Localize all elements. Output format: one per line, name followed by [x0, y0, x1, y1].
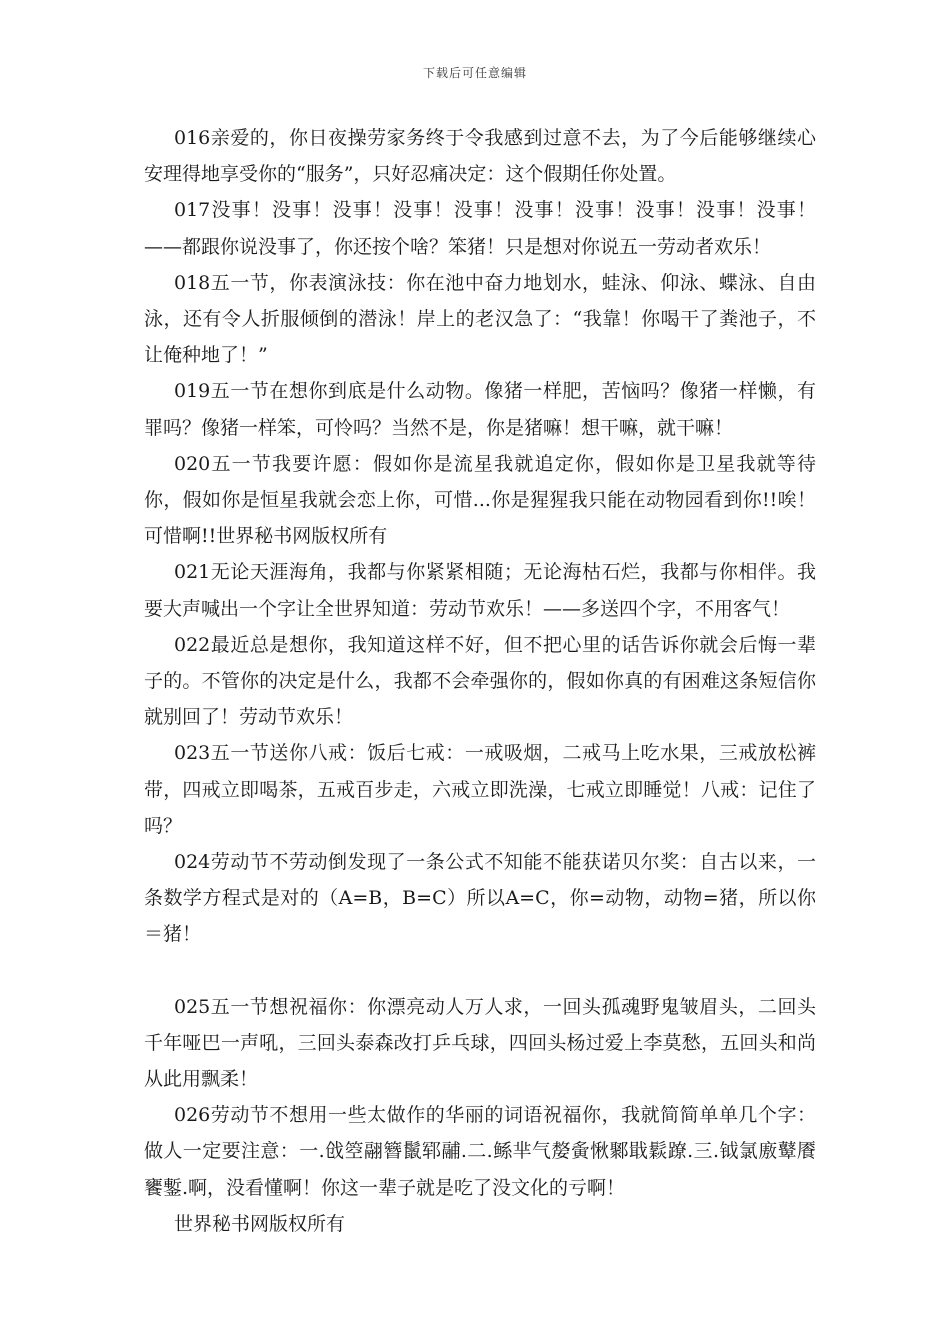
paragraph-025: 025五一节想祝福你：你漂亮动人万人求，一回头孤魂野鬼皱眉头，二回头千年哑巴一声吼，三回头泰森改打乒乓球，四回头杨过爱上李莫愁，五回头和尚从此用飘柔！ [144, 995, 816, 1091]
page-header: 下载后可任意编辑 [422, 66, 527, 80]
paragraph-016: 016亲爱的，你日夜操劳家务终于令我感到过意不去，为了今后能够继续心安理得地享受你的“服务”，只好忍痛决定：这个假期任你处置。 [144, 127, 816, 186]
paragraph-021: 021无论天涯海角，我都与你紧紧相随；无论海枯石烂，我都与你相伴。我要大声喊出一个字让全世界知道：劳动节欢乐！——多送四个字，不用客气！ [144, 561, 816, 620]
copyright-line: 世界秘书网版权所有 [174, 1212, 346, 1235]
paragraph-026: 026劳动节不想用一些太做作的华丽的词语祝福你，我就简简单单几个字：做人一定要注意：一.戗箜翮簪鬛郓鬴.二.鲧芈气嫠夤愀鄹戢鬏蹽.三.钺氯廒鼙餍饔鏨.啊，没看懂啊！你这一辈子就是吃了没文化的亏啊！ [144, 1104, 816, 1199]
paragraph-022: 022最近总是想你，我知道这样不好，但不把心里的话告诉你就会后悔一辈子的。不管你的决定是什么，我都不会牵强你的，假如你真的有困难这条短信你就别回了！劳动节欢乐！ [144, 633, 816, 729]
paragraph-017: 017没事！没事！没事！没事！没事！没事！没事！没事！没事！没事！——都跟你说没事了，你还按个啥？笨猪！只是想对你说五一劳动者欢乐！ [144, 199, 816, 258]
paragraph-023: 023五一节送你八戒：饭后七戒：一戒吸烟，二戒马上吃水果，三戒放松裤带，四戒立即喝茶，五戒百步走，六戒立即洗澡，七戒立即睡觉！八戒：记住了吗？ [144, 742, 816, 837]
paragraph-024: 024劳动节不劳动倒发现了一条公式不知能不能获诺贝尔奖：自古以来，一条数学方程式是对的（A=B，B=C）所以A=C，你=动物，动物=猪，所以你＝猪！ [144, 851, 816, 946]
document-body [144, 120, 816, 1242]
paragraph-020: 020五一节我要许愿：假如你是流星我就追定你，假如你是卫星我就等待你，假如你是恒星我就会恋上你，可惜...你是猩猩我只能在动物园看到你!!唉！可惜啊!!世界秘书网版权所有 [144, 452, 816, 548]
paragraph-018: 018五一节，你表演泳技：你在池中奋力地划水，蛙泳、仰泳、蝶泳、自由泳，还有令人折服倾倒的潜泳！岸上的老汉急了：“我靠！你喝干了粪池子，不让俺种地了！” [144, 271, 816, 367]
paragraph-019: 019五一节在想你到底是什么动物。像猪一样肥，苦恼吗？像猪一样懒，有罪吗？像猪一样笨，可怜吗？当然不是，你是猪嘛！想干嘛，就干嘛！ [144, 380, 816, 439]
